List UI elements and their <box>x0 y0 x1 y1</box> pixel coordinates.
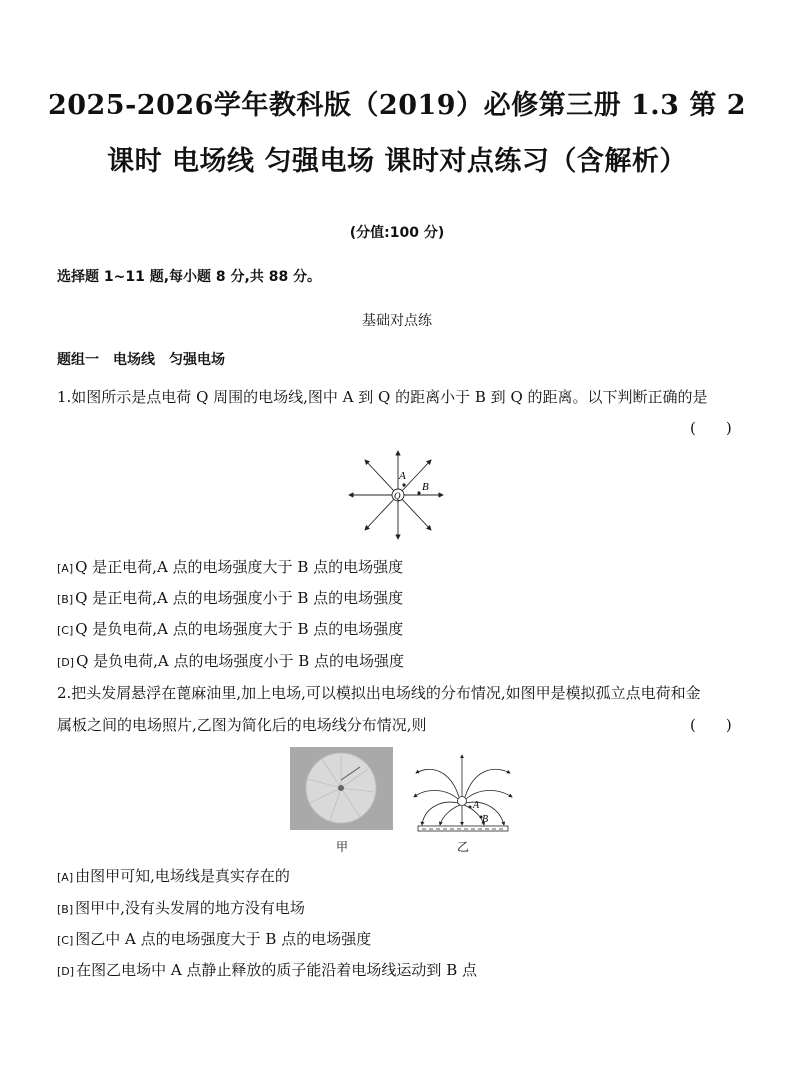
instruction: 选择题 1~11 题,每小题 8 分,共 88 分。 <box>57 269 322 285</box>
group-heading: 题组一 电场线 匀强电场 <box>57 352 225 368</box>
q2-diagram-yi <box>410 749 516 833</box>
title-line-2: 课时 电场线 匀强电场 课时对点练习（含解析） <box>107 146 687 177</box>
q2-stem-line-2: 属板之间的电场照片,乙图为简化后的电场线分布情况,则 <box>57 716 427 734</box>
q1-option-b[interactable]: [B] Q 是正电荷,A 点的电场强度小于 B 点的电场强度 <box>57 589 404 607</box>
q2-label-b: B <box>482 814 489 825</box>
q1-label-q: Q <box>394 491 401 501</box>
q2-option-d[interactable]: [D] 在图乙电场中 A 点静止释放的质子能沿着电场线运动到 B 点 <box>57 961 477 979</box>
q1-option-a[interactable]: [A] Q 是正电荷,A 点的电场强度大于 B 点的电场强度 <box>57 558 404 576</box>
q2-option-a[interactable]: [A] 由图甲可知,电场线是真实存在的 <box>57 867 290 885</box>
q2-photo-jia <box>290 747 393 830</box>
title-line-1: 2025-2026学年教科版（2019）必修第三册 1.3 第 2 <box>47 90 747 121</box>
q2-caption-jia: 甲 <box>336 840 349 854</box>
q2-label-a: A <box>473 800 480 811</box>
q2-answer-paren: ( ) <box>690 716 732 734</box>
q1-field-figure <box>345 447 445 543</box>
score-info: (分值:100 分) <box>349 225 445 241</box>
q1-stem: 1.如图所示是点电荷 Q 周围的电场线,图中 A 到 Q 的距离小于 B 到 Q 的距离。以下判断正确的是 <box>57 388 708 406</box>
q2-stem-line-1: 2.把头发屑悬浮在蓖麻油里,加上电场,可以模拟出电场线的分布情况,如图甲是模拟孤立点电荷和金 <box>57 684 701 702</box>
section-heading: 基础对点练 <box>362 313 432 329</box>
q1-label-a: A <box>399 470 406 482</box>
q1-option-d[interactable]: [D] Q 是负电荷,A 点的电场强度小于 B 点的电场强度 <box>57 652 405 670</box>
q1-option-c[interactable]: [C] Q 是负电荷,A 点的电场强度大于 B 点的电场强度 <box>57 620 404 638</box>
q1-answer-paren: ( ) <box>690 419 732 437</box>
q1-label-b: B <box>422 481 429 493</box>
q2-caption-yi: 乙 <box>457 840 470 854</box>
q2-option-b[interactable]: [B] 图甲中,没有头发屑的地方没有电场 <box>57 899 305 917</box>
q2-option-c[interactable]: [C] 图乙中 A 点的电场强度大于 B 点的电场强度 <box>57 930 372 948</box>
